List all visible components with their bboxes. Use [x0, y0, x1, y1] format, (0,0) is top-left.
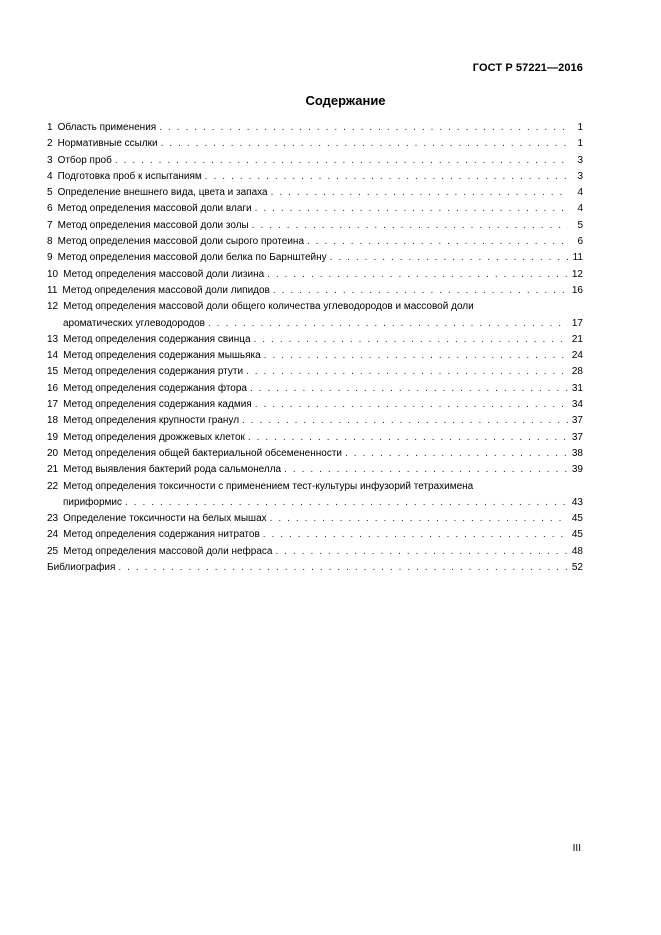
- toc-entry[interactable]: [47, 446, 583, 462]
- toc-entry-page: 1: [577, 138, 583, 150]
- toc-entry-title: Отбор проб: [57, 154, 112, 166]
- toc-entry-title: Нормативные ссылки: [57, 138, 158, 150]
- dot-leader: [118, 560, 568, 576]
- toc-entry-number: 21: [47, 464, 59, 476]
- toc-entry-title: Метод определения массовой доли влаги: [57, 203, 252, 215]
- toc-entry-number: 20: [47, 447, 59, 459]
- toc-entry-number: 5: [47, 187, 53, 199]
- dot-leader: [208, 316, 568, 332]
- toc-entry-page: 4: [577, 203, 583, 215]
- dot-leader: [255, 201, 568, 217]
- toc-entry-number: 23: [47, 513, 59, 525]
- toc-entry[interactable]: [47, 283, 583, 299]
- toc-entry-number: 18: [47, 415, 59, 427]
- toc-entry-title: Метод определения массовой доли золы: [57, 219, 249, 231]
- toc-entry[interactable]: [47, 430, 583, 446]
- dot-leader: [263, 527, 568, 543]
- toc-entry-number: 2: [47, 138, 53, 150]
- dot-leader: [307, 234, 568, 250]
- toc-entry-number: 25: [47, 545, 59, 557]
- dot-leader: [159, 120, 568, 136]
- dot-leader: [246, 364, 568, 380]
- toc-entry-title-continued: пириформис: [63, 496, 122, 508]
- toc-entry[interactable]: [47, 299, 583, 332]
- toc-entry[interactable]: [47, 527, 583, 543]
- toc-entry[interactable]: [47, 364, 583, 380]
- toc-entry-title: Метод определения содержания кадмия: [63, 399, 252, 411]
- page-title: Содержание: [305, 93, 386, 108]
- toc-entry[interactable]: [47, 413, 583, 429]
- toc-entry-number: 17: [47, 399, 59, 411]
- toc-entry-title-continued: ароматических углеводородов: [63, 317, 205, 329]
- toc-entry-number: 13: [47, 333, 59, 345]
- toc-entry-title: Библиография: [47, 562, 116, 574]
- document-code: ГОСТ Р 57221—2016: [472, 62, 583, 74]
- toc-entry-title: Метод определения содержания нитратов: [63, 529, 260, 541]
- toc-entry-title: Метод определения содержания мышьяка: [63, 350, 261, 362]
- toc-entry[interactable]: [47, 381, 583, 397]
- dot-leader: [275, 544, 568, 560]
- toc-entry-number: 22: [47, 480, 59, 492]
- dot-leader: [242, 413, 568, 429]
- toc-entry-page: 45: [571, 529, 583, 541]
- toc-entry-number: 11: [47, 284, 58, 296]
- toc-entry-number: 24: [47, 529, 59, 541]
- toc-entry-page: 3: [577, 170, 583, 182]
- toc-entry-page: 28: [571, 366, 583, 378]
- toc-entry-page: 37: [571, 415, 583, 427]
- toc-entry-number: 7: [47, 219, 53, 231]
- toc-entry-page: 45: [571, 513, 583, 525]
- dot-leader: [273, 283, 568, 299]
- toc-entry-title: Метод определения массовой доли нефраса: [63, 545, 273, 557]
- toc-entry-page: 12: [571, 268, 583, 280]
- toc-entry-page: 38: [571, 447, 583, 459]
- toc-entry-title: Метод определения содержания ртути: [63, 366, 244, 378]
- toc-entry-page: 21: [571, 333, 583, 345]
- toc-entry-title: Метод определения массовой доли лизина: [63, 268, 265, 280]
- toc-entry-title: Определение токсичности на белых мышах: [63, 513, 267, 525]
- dot-leader: [270, 511, 568, 527]
- dot-leader: [205, 169, 568, 185]
- toc-entry[interactable]: [47, 544, 583, 560]
- toc-entry-title: Метод определения массовой доли общего количества углеводородов и массовой доли: [63, 301, 474, 313]
- dot-leader: [284, 462, 568, 478]
- toc-entry-number: 6: [47, 203, 53, 215]
- toc-entry-title: Определение внешнего вида, цвета и запаха: [57, 187, 268, 199]
- toc-entry-title: Метод определения общей бактериальной обсемененности: [63, 447, 343, 459]
- toc-entry-title: Метод определения массовой доли белка по Барнштейну: [57, 252, 327, 264]
- page-number: III: [572, 843, 581, 854]
- toc-entry-title: Область применения: [57, 122, 157, 133]
- toc-entry-title: Метод выявления бактерий рода сальмонелла: [63, 464, 282, 476]
- toc-entry-page: 52: [571, 562, 583, 574]
- toc-entry-number: 8: [47, 236, 53, 248]
- toc-entry-title: Подготовка проб к испытаниям: [57, 170, 202, 182]
- toc-entry[interactable]: [47, 511, 583, 527]
- toc-entry-title: Метод определения содержания фтора: [63, 382, 247, 394]
- dot-leader: [255, 397, 568, 413]
- toc-entry-title: Метод определения содержания свинца: [63, 333, 251, 345]
- toc-entry-page: 1: [577, 122, 583, 133]
- toc-entry[interactable]: [47, 185, 583, 201]
- toc-entry-page: 11: [572, 252, 583, 264]
- toc-entry-number: 10: [47, 268, 59, 280]
- dot-leader: [161, 136, 568, 152]
- toc-entry-title: Метод определения токсичности с применением тест-культуры инфузорий тетрахимена: [63, 480, 474, 492]
- toc-entry-page: 5: [577, 219, 583, 231]
- toc-entry-title: Метод определения массовой доли липидов: [62, 284, 270, 296]
- toc-entry[interactable]: [47, 153, 583, 169]
- table-of-contents: [47, 120, 583, 576]
- dot-leader: [330, 250, 568, 266]
- toc-entry-number: 16: [47, 382, 59, 394]
- toc-entry-number: 3: [47, 154, 53, 166]
- toc-entry-page: 39: [571, 464, 583, 476]
- toc-entry-title: Метод определения массовой доли сырого протеина: [57, 236, 305, 248]
- dot-leader: [345, 446, 568, 462]
- toc-entry[interactable]: [47, 267, 583, 283]
- toc-entry-page: 6: [577, 236, 583, 248]
- toc-entry-page: 43: [571, 496, 583, 508]
- toc-entry[interactable]: [47, 348, 583, 364]
- toc-entry[interactable]: [47, 332, 583, 348]
- dot-leader: [248, 430, 568, 446]
- dot-leader: [115, 153, 568, 169]
- toc-entry[interactable]: [47, 201, 583, 217]
- toc-entry-title: Метод определения крупности гранул: [63, 415, 240, 427]
- toc-entry-number: 12: [47, 301, 59, 313]
- dot-leader: [267, 267, 568, 283]
- toc-entry[interactable]: [47, 234, 583, 250]
- dot-leader: [250, 381, 568, 397]
- toc-entry-number: 19: [47, 431, 59, 443]
- dot-leader: [264, 348, 568, 364]
- toc-entry-number: 14: [47, 350, 59, 362]
- toc-entry-page: 37: [571, 431, 583, 443]
- toc-entry[interactable]: [47, 136, 583, 152]
- toc-entry-number: 15: [47, 366, 59, 378]
- toc-entry[interactable]: [47, 250, 583, 266]
- toc-entry-page: 31: [571, 382, 583, 394]
- toc-entry-page: 48: [571, 545, 583, 557]
- dot-leader: [125, 495, 568, 511]
- toc-entry[interactable]: [47, 479, 583, 512]
- toc-entry-page: 34: [571, 399, 583, 411]
- toc-entry[interactable]: [47, 120, 583, 136]
- toc-entry-number: 4: [47, 170, 53, 182]
- toc-entry[interactable]: [47, 560, 583, 576]
- toc-entry[interactable]: [47, 462, 583, 478]
- toc-entry-page: 16: [571, 284, 583, 296]
- toc-entry-number: 1: [47, 122, 53, 133]
- dot-leader: [252, 218, 568, 234]
- toc-entry-page: 24: [571, 350, 583, 362]
- toc-entry[interactable]: [47, 218, 583, 234]
- toc-entry-page: 3: [577, 154, 583, 166]
- dot-leader: [254, 332, 568, 348]
- toc-entry-page: 17: [571, 317, 583, 329]
- toc-entry[interactable]: [47, 169, 583, 185]
- toc-entry[interactable]: [47, 397, 583, 413]
- toc-entry-page: 4: [577, 187, 583, 199]
- toc-entry-title: Метод определения дрожжевых клеток: [63, 431, 245, 443]
- toc-entry-number: 9: [47, 252, 53, 264]
- dot-leader: [271, 185, 568, 201]
